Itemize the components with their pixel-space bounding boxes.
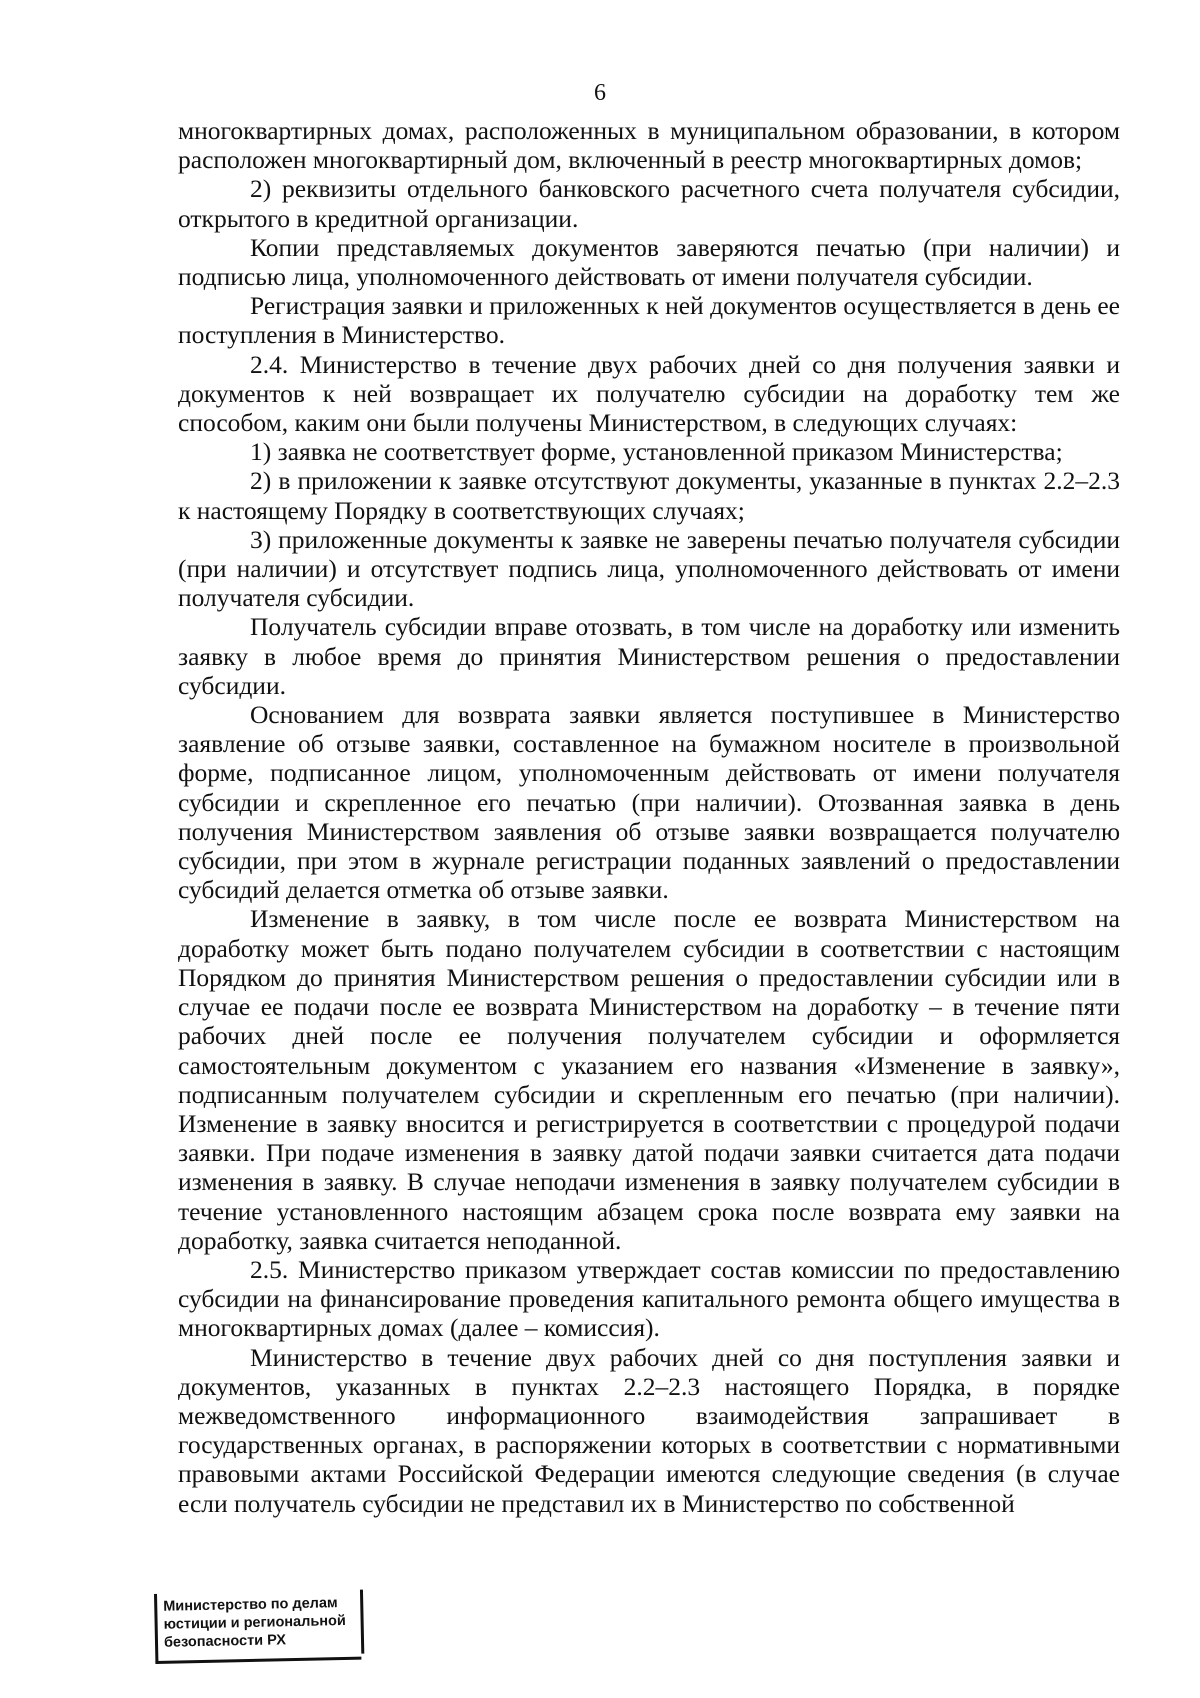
ministry-stamp	[154, 1590, 361, 1664]
paragraph-case-3: 3) приложенные документы к заявке не заверены печатью получателя субсидии (при наличии) и отсутствует подпись лица, уполномоченного действовать от имени получателя субсидии.	[178, 524, 1120, 613]
paragraph-registration: Регистрация заявки и приложенных к ней документов осуществляется в день ее поступления в Министерство.	[178, 291, 1120, 350]
stamp-line: юстиции и региональной	[163, 1612, 346, 1633]
paragraph-copies-certification: Копии представляемых документов заверяются печатью (при наличии) и подписью лица, уполномоченного действовать от имени получателя субсидии.	[178, 232, 1120, 292]
page-number: 6	[594, 80, 606, 106]
paragraph-withdrawal-grounds: Основанием для возврата заявки является поступившее в Министерство заявление об отзыве заявки, составленное на бумажном носителе в произвольной форме, подписанное лицом, уполномоченным действовать от имени получателя субсидии и скрепленное его печатью (при наличии). Отозванная заявка в день получения Министерством заявления об отзыве заявки возвращается получателю субсидии, при этом в журнале регистрации поданных заявлений о предоставлении субсидий делается отметка об отзыве заявки.	[178, 700, 1120, 905]
paragraph-interagency-request: Министерство в течение двух рабочих дней со дня поступления заявки и документов, указанных в пунктах 2.2–2.3 настоящего Порядка, в порядке межведомственного информационного взаимодействия запрашивает в государственных органах, в распоряжении которых в соответствии с нормативными правовыми актами Российской Федерации имеются следующие сведения (в случае если получатель субсидии не представил их в Министерство по собственной	[178, 1342, 1120, 1518]
document-body	[178, 116, 1120, 1518]
paragraph-bank-details: 2) реквизиты отдельного банковского расчетного счета получателя субсидии, открытого в кредитной организации.	[178, 174, 1120, 233]
paragraph-clause-2-4: 2.4. Министерство в течение двух рабочих дней со дня получения заявки и документов к ней возвращает их получателю субсидии на доработку тем же способом, каким они были получены Министерством, в следующих случаях:	[178, 349, 1120, 438]
paragraph-application-change: Изменение в заявку, в том числе после ее возврата Министерством на доработку может быть подано получателем субсидии в соответствии с настоящим Порядком до принятия Министерством решения о предоставлении субсидии или в случае ее подачи после ее возврата Министерством на доработку – в течение пяти рабочих дней после ее получения получателем субсидии и оформляется самостоятельным документом с указанием его названия «Изменение в заявку», подписанным получателем субсидии и скрепленным его печатью (при наличии). Изменение в заявку вносится и регистрируется в соответствии с процедурой подачи заявки. При подаче изменения в заявку датой подачи заявки считается дата подачи изменения в заявку. В случае неподачи изменения в заявку получателем субсидии в течение установленного настоящим абзацем срока после возврата ему заявки на доработку, заявка считается неподанной.	[178, 904, 1120, 1255]
stamp-line: Министерство по делам	[163, 1595, 338, 1615]
paragraph-withdrawal-right: Получатель субсидии вправе отозвать, в том числе на доработку или изменить заявку в любое время до принятия Министерством решения о предоставлении субсидии.	[178, 612, 1120, 700]
stamp-line: безопасности РХ	[163, 1632, 287, 1651]
paragraph-clause-2-5: 2.5. Министерство приказом утверждает состав комиссии по предоставлению субсидии на финансирование проведения капитального ремонта общего имущества в многоквартирных домах (далее – комиссия).	[178, 1254, 1120, 1343]
paragraph-continuation: многоквартирных домах, расположенных в муниципальном образовании, в котором расположен многоквартирный дом, включенный в реестр многоквартирных домов;	[178, 116, 1120, 175]
paragraph-case-1: 1) заявка не соответствует форме, установленной приказом Министерства;	[250, 437, 1063, 467]
paragraph-case-2: 2) в приложении к заявке отсутствуют документы, указанные в пунктах 2.2–2.3 к настоящему Порядку в соответствующих случаях;	[178, 466, 1120, 525]
